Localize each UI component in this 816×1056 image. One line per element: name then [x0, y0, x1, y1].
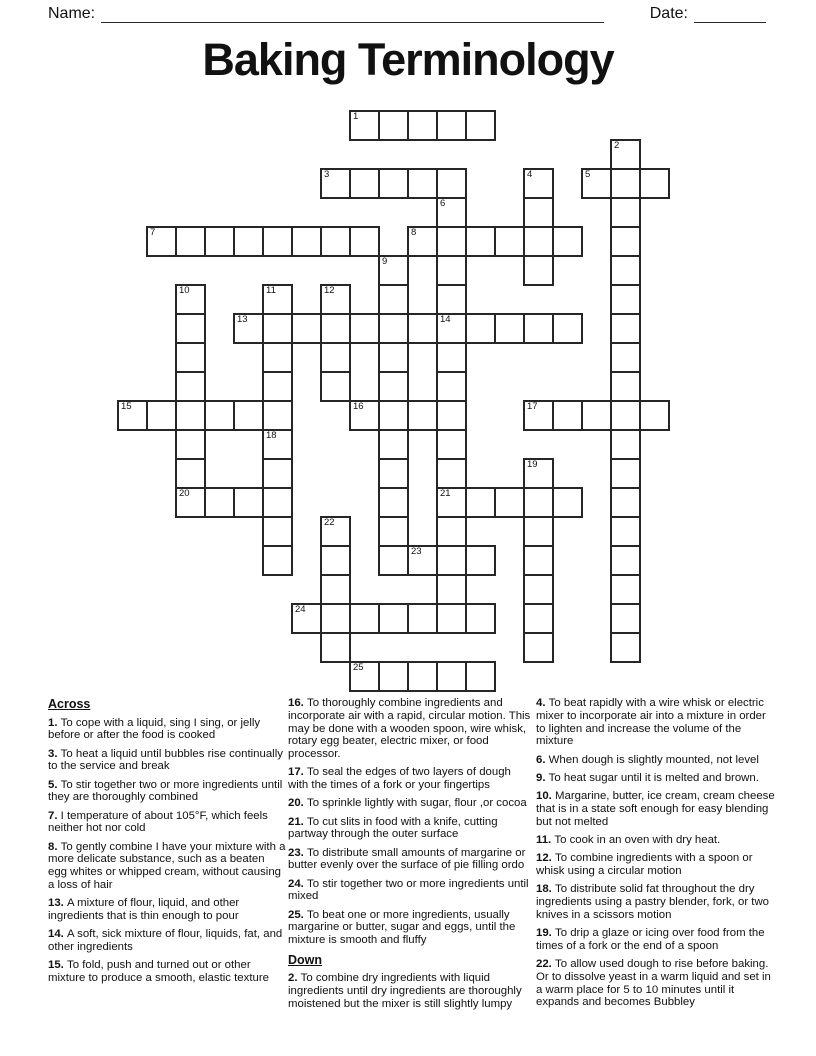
crossword-cell[interactable] [436, 574, 467, 605]
crossword-cell[interactable] [552, 400, 583, 431]
cell-number: 17 [527, 401, 538, 412]
crossword-cell[interactable] [233, 400, 264, 431]
crossword-cell[interactable] [465, 661, 496, 692]
clue-number: 6. [536, 753, 549, 766]
cell-number: 2 [614, 140, 620, 151]
cell-number: 4 [527, 169, 533, 180]
across-clue-15: 15. To fold, push and turned out or other mixture to produce a smooth, elastic texture [48, 959, 269, 985]
clue-number: 17. [288, 766, 307, 779]
crossword-cell[interactable] [610, 574, 641, 605]
crossword-cell[interactable] [378, 342, 409, 373]
crossword-cell[interactable] [349, 110, 380, 141]
down-clue-6: 6. When dough is slightly mounted, not level [536, 753, 759, 766]
crossword-cell[interactable] [175, 429, 206, 460]
cell-number: 22 [324, 517, 335, 528]
across-clue-13: 13. A mixture of flour, liquid, and other ingredients that is thin enough to pour [48, 897, 240, 922]
name-label: Name: [48, 5, 96, 22]
down-clue-2: 2. To combine dry ingredients with liquid ingredients until dry ingredients are thoroughly moistened but the mixer is still slightly lumpy [288, 972, 522, 1010]
crossword-cell[interactable] [552, 487, 583, 518]
page-title: Baking Terminology [202, 34, 614, 85]
clue-number: 15. [48, 959, 67, 972]
clue-number: 8. [48, 840, 61, 853]
date-group [650, 6, 766, 23]
clue-number: 21. [288, 815, 307, 828]
across-clue-1: 1. To cope with a liquid, sing I sing, or jelly before or after the food is cooked [48, 716, 261, 742]
clue-number: 11. [536, 833, 555, 846]
across-clue-7: 7. I temperature of about 105°F, which feels neither hot nor cold [48, 809, 268, 835]
date-label: Date: [649, 5, 688, 22]
cell-number: 18 [266, 430, 277, 441]
crossword-cell[interactable] [175, 342, 206, 373]
crossword-cell[interactable] [552, 226, 583, 257]
crossword-cell[interactable] [465, 110, 496, 141]
across-clue-16: 16. To thoroughly combine ingredients and incorporate air with a rapid, circular motion. This may be done with a wooden spoon, wire whisk, rotary egg beater, electric mixer, or food processor. [288, 697, 531, 761]
crossword-cell[interactable] [436, 545, 467, 576]
cell-number: 7 [150, 227, 156, 238]
down-clue-11: 11. To cook in an oven with dry heat. [536, 833, 721, 846]
clue-column-3 [536, 697, 776, 1015]
crossword-cell[interactable] [523, 168, 554, 199]
crossword-cell[interactable] [378, 487, 409, 518]
crossword-cell[interactable] [436, 226, 467, 257]
crossword-cell[interactable] [233, 487, 264, 518]
clue-number: 20. [288, 797, 307, 810]
crossword-cell[interactable] [610, 400, 641, 431]
cell-number: 11 [266, 285, 276, 296]
cell-number: 23 [411, 546, 422, 557]
crossword-cell[interactable] [117, 400, 148, 431]
down-header: Down [288, 952, 323, 967]
clue-number: 13. [48, 897, 67, 910]
clue-number: 2. [288, 972, 301, 985]
crossword-cell[interactable] [407, 313, 438, 344]
crossword-cell[interactable] [175, 313, 206, 344]
crossword-cell[interactable] [465, 313, 496, 344]
across-clue-3: 3. To heat a liquid until bubbles rise continually to the service and break [48, 747, 283, 773]
crossword-cell[interactable] [378, 400, 409, 431]
crossword-cell[interactable] [407, 226, 438, 257]
crossword-cell[interactable] [233, 226, 264, 257]
crossword-cell[interactable] [378, 168, 409, 199]
crossword-cell[interactable] [552, 313, 583, 344]
crossword-cell[interactable] [465, 487, 496, 518]
crossword-cell[interactable] [465, 226, 496, 257]
cell-number: 3 [324, 169, 330, 180]
crossword-cell[interactable] [378, 255, 409, 286]
crossword-cell[interactable] [378, 429, 409, 460]
clue-number: 23. [288, 846, 307, 859]
crossword-cell[interactable] [378, 545, 409, 576]
across-clue-21: 21. To cut slits in food with a knife, cutting partway through the outer surface [288, 815, 498, 841]
cell-number: 25 [353, 662, 364, 673]
crossword-cell[interactable] [175, 458, 206, 489]
across-clue-5: 5. To stir together two or more ingredients until they are thoroughly combined [48, 778, 283, 804]
crossword-cell[interactable] [378, 371, 409, 402]
cell-number: 14 [440, 314, 451, 325]
crossword-cell[interactable] [349, 603, 380, 634]
crossword-cell[interactable] [320, 371, 351, 402]
clue-number: 18. [536, 883, 555, 896]
clue-number: 9. [536, 771, 549, 784]
crossword-cell[interactable] [610, 545, 641, 576]
crossword-cell[interactable] [610, 313, 641, 344]
crossword-cell[interactable] [436, 429, 467, 460]
cell-number: 5 [585, 169, 591, 180]
cell-number: 9 [382, 256, 388, 267]
crossword-cell[interactable] [465, 545, 496, 576]
crossword-cell[interactable] [436, 342, 467, 373]
crossword-cell[interactable] [523, 313, 554, 344]
crossword-cell[interactable] [436, 458, 467, 489]
down-clue-9: 9. To heat sugar until it is melted and brown. [536, 771, 759, 784]
cell-number: 15 [121, 401, 132, 412]
crossword-cell[interactable] [436, 313, 467, 344]
crossword-cell[interactable] [523, 545, 554, 576]
crossword-cell[interactable] [320, 313, 351, 344]
crossword-cell[interactable] [175, 487, 206, 518]
crossword-cell[interactable] [436, 255, 467, 286]
crossword-cell[interactable] [639, 168, 670, 199]
crossword-cell[interactable] [610, 458, 641, 489]
crossword-cell[interactable] [436, 487, 467, 518]
crossword-cell[interactable] [610, 139, 641, 170]
crossword-cell[interactable] [291, 603, 322, 634]
crossword-cell[interactable] [494, 226, 525, 257]
cell-number: 21 [440, 488, 451, 499]
clue-number: 22. [536, 958, 555, 971]
crossword-cell[interactable] [320, 284, 351, 315]
crossword-cell[interactable] [378, 313, 409, 344]
crossword-cell[interactable] [610, 516, 641, 547]
crossword-cell[interactable] [610, 197, 641, 228]
across-clue-23: 23. To distribute small amounts of margarine or butter evenly over the surface of pie filling ordo [288, 846, 526, 872]
across-header: Across [48, 697, 91, 711]
cell-number: 12 [324, 285, 335, 296]
clue-number: 4. [536, 697, 549, 709]
crossword-cell[interactable] [204, 487, 235, 518]
clue-column-1 [48, 697, 286, 990]
crossword-cell[interactable] [349, 226, 380, 257]
crossword-cell[interactable] [378, 284, 409, 315]
crossword-cell[interactable] [610, 342, 641, 373]
crossword-cell[interactable] [291, 226, 322, 257]
crossword-cell[interactable] [378, 516, 409, 547]
crossword-cell[interactable] [436, 516, 467, 547]
crossword-cell[interactable] [436, 197, 467, 228]
crossword-cell[interactable] [349, 661, 380, 692]
crossword-cell[interactable] [581, 168, 612, 199]
cell-number: 20 [179, 488, 190, 499]
crossword-cell[interactable] [610, 255, 641, 286]
crossword-cell[interactable] [494, 487, 525, 518]
crossword-cell[interactable] [610, 371, 641, 402]
clue-number: 24. [288, 877, 307, 890]
crossword-cell[interactable] [262, 284, 293, 315]
down-clue-4: 4. To beat rapidly with a wire whisk or electric mixer to incorporate air into a mixture in order to lighten and increase the volume of the mixture [536, 697, 766, 748]
down-clue-19: 19. To drip a glaze or icing over food from the times of a fork or the end of a spoon [536, 926, 765, 952]
crossword-cell[interactable] [523, 458, 554, 489]
crossword-cell[interactable] [175, 371, 206, 402]
clue-column-2 [288, 697, 531, 1016]
crossword-cell[interactable] [146, 400, 177, 431]
crossword-cell[interactable] [320, 574, 351, 605]
cell-number: 19 [527, 459, 538, 470]
crossword-cell[interactable] [175, 284, 206, 315]
crossword-cell[interactable] [378, 603, 409, 634]
crossword-cell[interactable] [407, 603, 438, 634]
crossword-cell[interactable] [436, 400, 467, 431]
crossword-cell[interactable] [146, 226, 177, 257]
crossword-cell[interactable] [204, 226, 235, 257]
crossword-cell[interactable] [639, 400, 670, 431]
clue-number: 7. [48, 809, 61, 822]
crossword-cell[interactable] [320, 545, 351, 576]
crossword-cell[interactable] [523, 574, 554, 605]
across-clue-8: 8. To gently combine I have your mixture with a more delicate substance, such as a beaten egg whites or whipped cream, without causing a loss of hair [48, 840, 286, 891]
crossword-cell[interactable] [436, 371, 467, 402]
crossword-cell[interactable] [610, 168, 641, 199]
crossword-cell[interactable] [610, 603, 641, 634]
crossword-cell[interactable] [436, 284, 467, 315]
crossword-cell[interactable] [175, 400, 206, 431]
crossword-cell[interactable] [320, 342, 351, 373]
crossword-cell[interactable] [349, 168, 380, 199]
crossword-cell[interactable] [523, 400, 554, 431]
clue-number: 1. [48, 716, 61, 729]
crossword-cell[interactable] [610, 284, 641, 315]
crossword-cell[interactable] [436, 603, 467, 634]
crossword-cell[interactable] [523, 197, 554, 228]
crossword-cell[interactable] [610, 226, 641, 257]
crossword-cell[interactable] [407, 168, 438, 199]
crossword-cell[interactable] [349, 313, 380, 344]
cell-number: 10 [179, 285, 190, 296]
crossword-cell[interactable] [175, 226, 206, 257]
crossword-cell[interactable] [262, 458, 293, 489]
clue-number: 5. [48, 778, 61, 791]
across-clue-24: 24. To stir together two or more ingredients until mixed [288, 877, 529, 903]
crossword-cell[interactable] [407, 661, 438, 692]
crossword-cell[interactable] [233, 313, 264, 344]
down-clue-22: 22. To allow used dough to rise before baking. Or to dissolve yeast in a warm liquid and set in a warm place for 5 to 10 minutes until it expands and becomes Bubbley [536, 958, 771, 1009]
clue-number: 25. [288, 908, 307, 921]
crossword-cell[interactable] [262, 342, 293, 373]
crossword-cell[interactable] [291, 313, 322, 344]
crossword-cell[interactable] [610, 487, 641, 518]
crossword-cell[interactable] [523, 632, 554, 663]
clue-number: 14. [48, 928, 67, 941]
clue-number: 10. [536, 790, 555, 803]
crossword-cell[interactable] [320, 603, 351, 634]
crossword-cell[interactable] [320, 632, 351, 663]
crossword-cell[interactable] [436, 110, 467, 141]
cell-number: 1 [353, 111, 359, 122]
crossword-cell[interactable] [407, 545, 438, 576]
cell-number: 8 [411, 227, 417, 238]
cell-number: 6 [440, 198, 446, 209]
cell-number: 16 [353, 401, 364, 412]
crossword-cell[interactable] [581, 400, 612, 431]
crossword-cell[interactable] [378, 110, 409, 141]
crossword-cell[interactable] [610, 429, 641, 460]
down-clue-18: 18. To distribute solid fat throughout the dry ingredients using a pastry blender, fork, or two knives in a scissors motion [536, 883, 770, 921]
crossword-cell[interactable] [262, 400, 293, 431]
crossword-cell[interactable] [262, 313, 293, 344]
name-blank-line[interactable] [101, 7, 604, 23]
crossword-cell[interactable] [407, 400, 438, 431]
crossword-cell[interactable] [523, 487, 554, 518]
clue-number: 12. [536, 852, 555, 865]
cell-number: 24 [295, 604, 306, 615]
crossword-cell[interactable] [349, 400, 380, 431]
crossword-cell[interactable] [320, 226, 351, 257]
crossword-cell[interactable] [523, 603, 554, 634]
across-clue-17: 17. To seal the edges of two layers of dough with the times of a fork or your fingertips [288, 766, 511, 792]
crossword-cell[interactable] [523, 226, 554, 257]
crossword-cell[interactable] [262, 545, 293, 576]
clue-number: 16. [288, 697, 307, 709]
crossword-cell[interactable] [465, 603, 496, 634]
crossword-cell[interactable] [320, 516, 351, 547]
name-date-row [48, 6, 766, 23]
crossword-cell[interactable] [204, 400, 235, 431]
clue-number: 3. [48, 747, 61, 760]
crossword-cell[interactable] [523, 255, 554, 286]
cell-number: 13 [237, 314, 248, 325]
across-clue-25: 25. To beat one or more ingredients, usually margarine or butter, sugar and eggs, until the mixture is smooth and fluffy [288, 908, 516, 947]
crossword-cell[interactable] [378, 661, 409, 692]
crossword-cell[interactable] [262, 429, 293, 460]
down-clue-10: 10. Margarine, butter, ice cream, cream cheese that is in a state soft enough for easy blending but not melted [536, 790, 775, 828]
crossword-cell[interactable] [436, 661, 467, 692]
crossword-cell[interactable] [262, 487, 293, 518]
across-clue-14: 14. A soft, sick mixture of flour, liquids, fat, and other ingredients [48, 928, 283, 953]
crossword-cell[interactable] [523, 516, 554, 547]
down-clue-12: 12. To combine ingredients with a spoon or whisk using a circular motion [536, 852, 753, 877]
clue-number: 19. [536, 926, 555, 939]
crossword-cell[interactable] [610, 632, 641, 663]
crossword-cell[interactable] [262, 371, 293, 402]
crossword-cell[interactable] [436, 168, 467, 199]
crossword-cell[interactable] [320, 168, 351, 199]
crossword-cell[interactable] [378, 458, 409, 489]
crossword-cell[interactable] [262, 226, 293, 257]
crossword-cell[interactable] [494, 313, 525, 344]
across-clue-20: 20. To sprinkle lightly with sugar, flour ,or cocoa [288, 797, 527, 810]
crossword-cell[interactable] [262, 516, 293, 547]
date-blank-line[interactable] [694, 7, 766, 23]
crossword-cell[interactable] [407, 110, 438, 141]
